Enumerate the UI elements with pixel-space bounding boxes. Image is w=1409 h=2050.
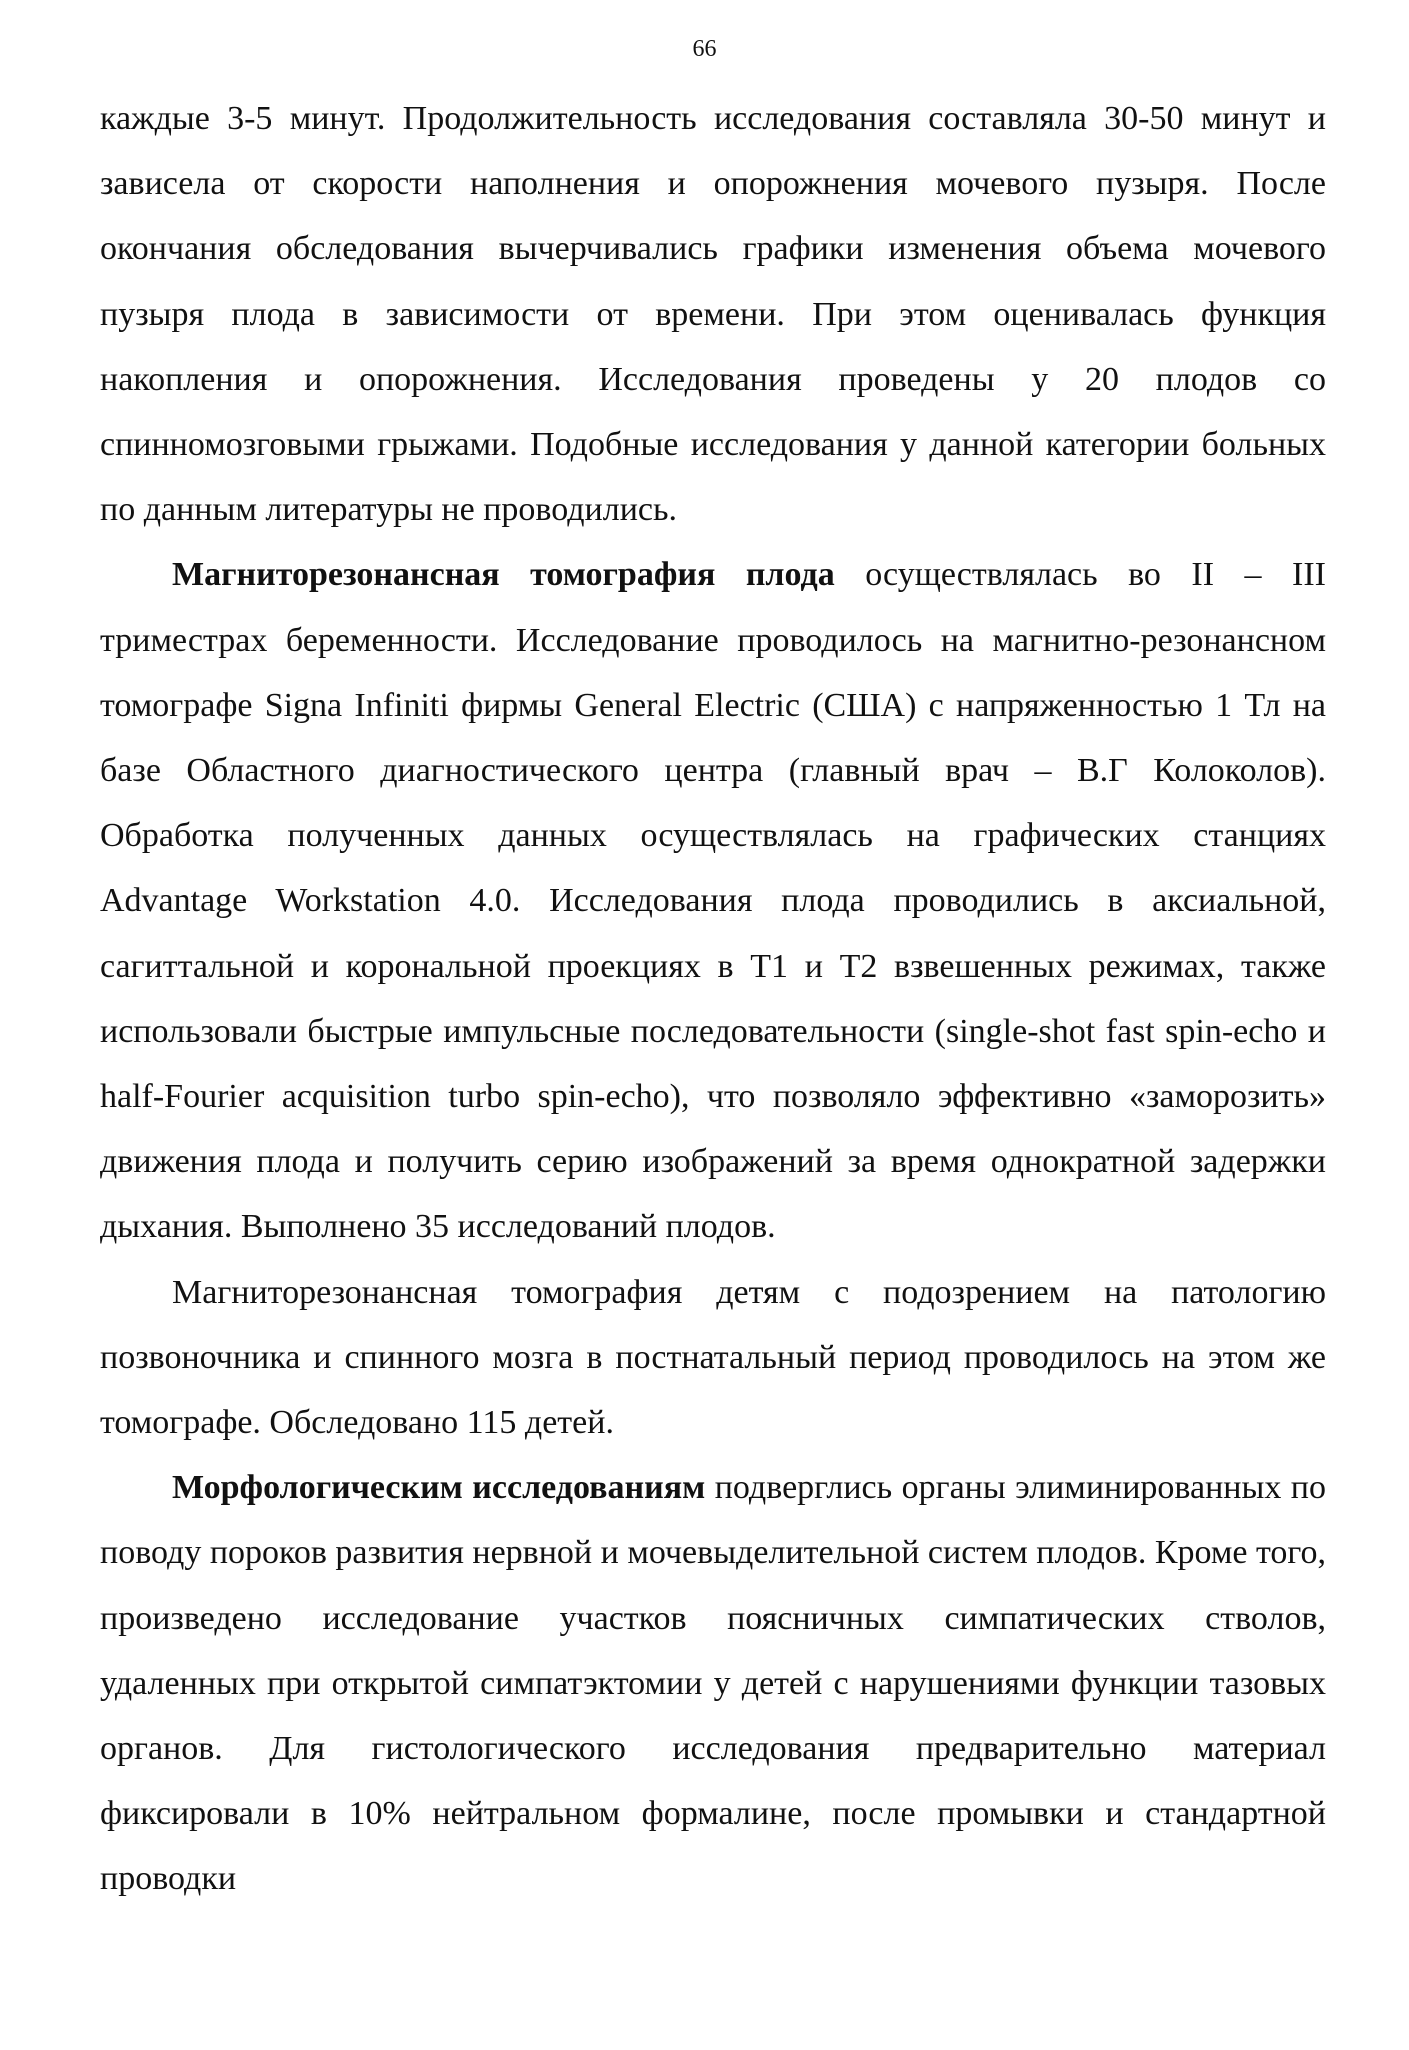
paragraph-4 bbox=[100, 1455, 1326, 1911]
paragraph-2-heading: Магниторезонансная томография плода bbox=[172, 556, 835, 594]
body-text bbox=[100, 86, 1326, 1912]
paragraph-2 bbox=[100, 542, 1326, 1259]
paragraph-3 bbox=[100, 1260, 1326, 1456]
paragraph-4-text: подверглись органы элиминированных по поводу пороков развития нервной и мочевыделительной систем плодов. Кроме того, произведено исследование участков поясничных симпатических стволов, удаленных при открытой симпатэктомии у детей с нарушениями функции тазовых органов. Для гистологического исследования предварительно материал фиксировали в 10% нейтральном формалине, после промывки и стандартной проводки bbox=[100, 1469, 1326, 1898]
page-number: 66 bbox=[692, 36, 717, 62]
paragraph-2-text: осуществлялась во II – III триместрах беременности. Исследование проводилось на магнитно-резонансном томографе Signa Infiniti фирмы General Electric (США) с напряженностью 1 Тл на базе Областного диагностического центра (главный врач – В.Г Колоколов). Обработка полученных данных осуществлялась на графических станциях Advantage Workstation 4.0. Исследования плода проводились в аксиальной, сагиттальной и корональной проекциях в T1 и T2 взвешенных режимах, также использовали быстрые импульсные последовательности (single-shot fast spin-echo и half-Fourier acquisition turbo spin-echo), что позволяло эффективно «заморозить» движения плода и получить серию изображений за время однократной задержки дыхания. Выполнено 35 исследований плодов. bbox=[100, 556, 1326, 1246]
paragraph-4-heading: Морфологическим исследованиям bbox=[172, 1469, 706, 1507]
paragraph-1 bbox=[100, 86, 1326, 542]
paragraph-1-text: каждые 3-5 минут. Продолжительность исследования составляла 30-50 минут и зависела от скорости наполнения и опорожнения мочевого пузыря. После окончания обследования вычерчивались графики изменения объема мочевого пузыря плода в зависимости от времени. При этом оценивалась функция накопления и опорожнения. Исследования проведены у 20 плодов со спинномозговыми грыжами. Подобные исследования у данной категории больных по данным литературы не проводились. bbox=[100, 100, 1326, 529]
paragraph-3-text: Магниторезонансная томография детям с подозрением на патологию позвоночника и спинного мозга в постнатальный период проводилось на этом же томографе. Обследовано 115 детей. bbox=[100, 1273, 1326, 1442]
